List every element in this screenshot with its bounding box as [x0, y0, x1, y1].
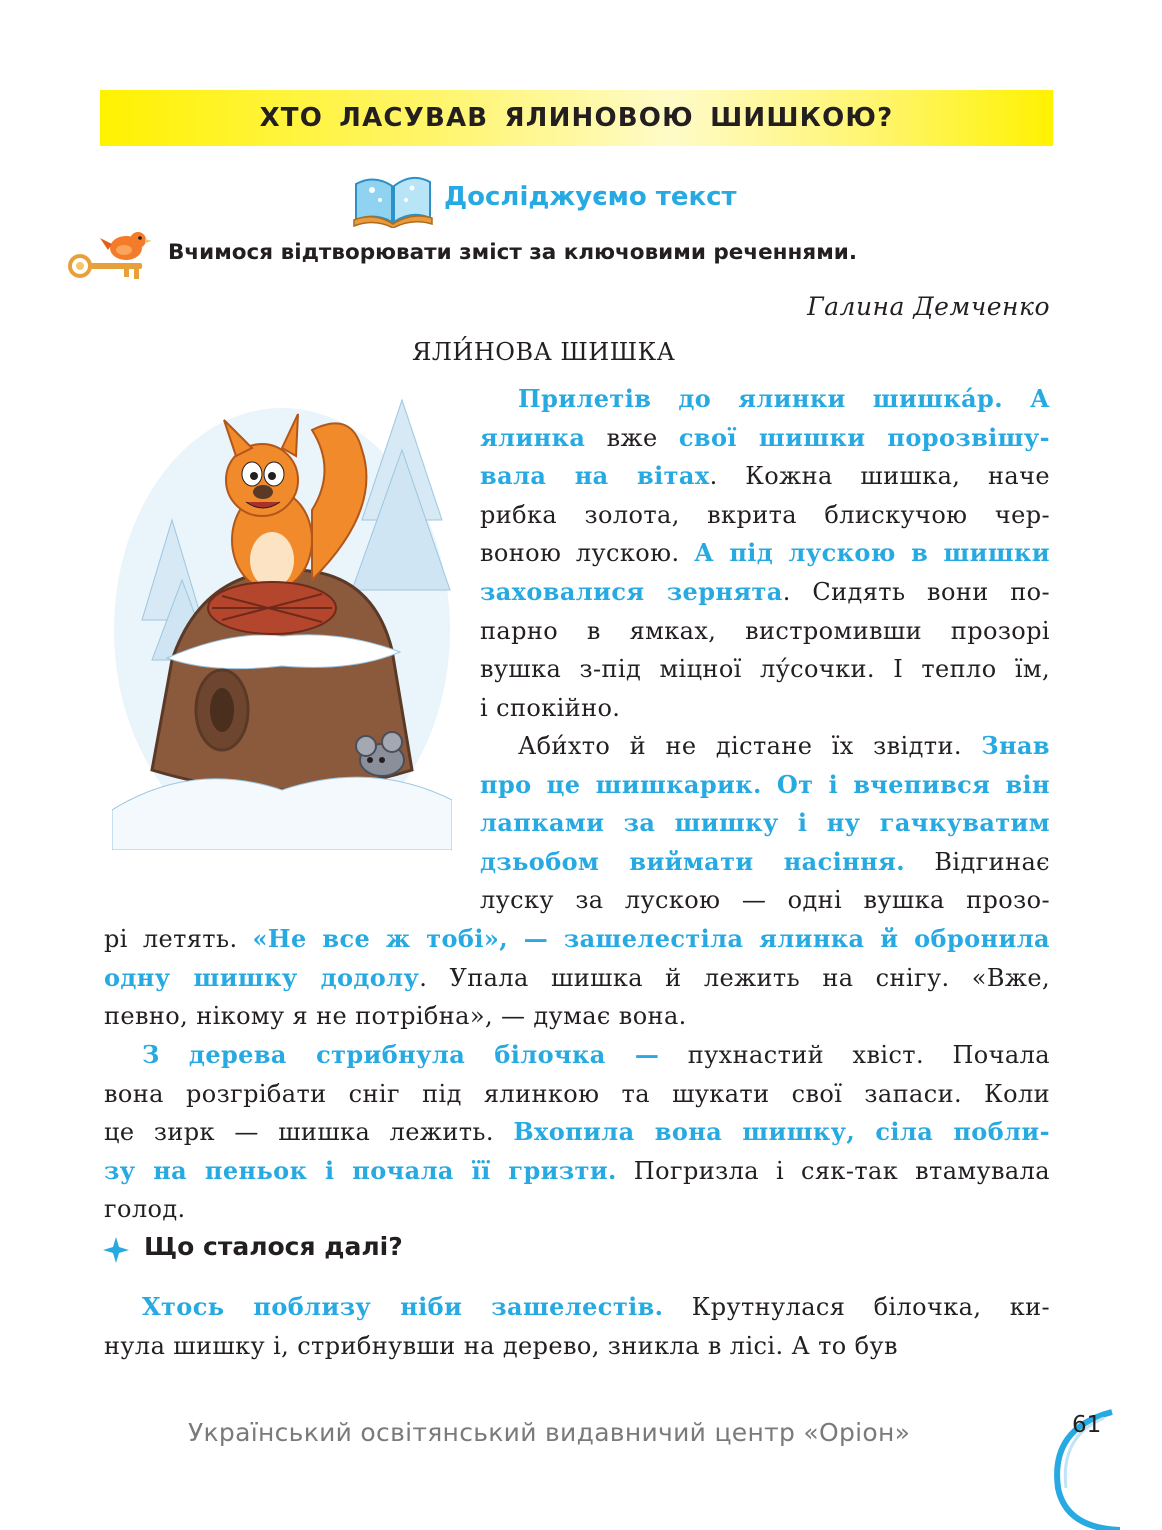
text-run: Погризла і сяк-так втамувала — [616, 1156, 1050, 1185]
text-line — [480, 612, 1050, 651]
key-sentence: Прилетів до ялинки шишка́р. А — [518, 384, 1050, 413]
text-run: певно, нікому я не потрібна», — думає вона. — [104, 1002, 687, 1031]
text-line — [104, 1113, 1050, 1152]
key-sentence: зу на пеньок і почала її гризти. — [104, 1155, 617, 1185]
discussion-question — [102, 1232, 702, 1272]
paragraph-1 — [480, 380, 1050, 727]
key-sentence: заховалися зернята — [480, 576, 783, 606]
text-run: це зирк — шишка лежить. — [104, 1118, 514, 1147]
text-line — [104, 1288, 1050, 1327]
publisher-footer: Український освітянський видавничий центр «Оріон» — [188, 1418, 911, 1447]
text-line — [104, 1190, 1050, 1229]
text-line — [104, 1327, 1050, 1366]
text-run: Відгинає — [904, 847, 1050, 876]
bird-on-key-icon — [64, 226, 160, 282]
text-run: . Сидять вони по- — [782, 577, 1050, 606]
text-line — [104, 997, 1050, 1036]
question-text: Що сталося далі? — [144, 1232, 403, 1261]
text-run: вушка з-під міцної лу́сочки. І тепло їм, — [480, 655, 1050, 684]
text-line — [480, 881, 1050, 920]
text-run: і спокійно. — [480, 693, 621, 722]
text-run: воною лускою. — [480, 539, 695, 568]
text-run: пухнастий хвіст. Почала — [659, 1041, 1050, 1069]
page-title-bar — [100, 90, 1053, 146]
text-line — [480, 380, 1050, 419]
text-run: рибка золота, вкрита блискучою чер- — [480, 500, 1050, 529]
text-run: нула шишку і, стрибнувши на дерево, зникла в лісі. А то був — [104, 1331, 898, 1360]
text-line — [104, 959, 1050, 998]
text-run: Аби́хто й не дістане їх звідти. — [518, 732, 982, 760]
goal-text: Вчимося відтворювати зміст за ключовими реченнями. — [168, 240, 857, 265]
key-sentence: Знав — [981, 731, 1050, 760]
page-number: 61 — [1072, 1412, 1102, 1438]
open-book-icon — [352, 170, 434, 228]
text-line — [104, 1036, 1050, 1075]
story-author: Галина Демченко — [807, 292, 1050, 321]
text-line — [480, 689, 1050, 728]
text-run: рі летять. — [104, 925, 253, 953]
text-line — [480, 727, 1050, 766]
text-run: . Упала шишка й лежить на снігу. «Вже, — [419, 963, 1050, 992]
text-run: вже — [585, 423, 679, 452]
paragraph-4 — [104, 1288, 1050, 1365]
text-run: Крутнулася білочка, ки- — [663, 1293, 1051, 1321]
lesson-goal — [64, 226, 1024, 282]
key-sentence: З дерева стрибнула білочка — — [142, 1040, 660, 1069]
text-line — [480, 766, 1050, 805]
key-sentence: дзьобом виймати насіння. — [480, 846, 905, 876]
text-line — [480, 496, 1050, 535]
text-run: луску за лускою — одні вушка прозо- — [480, 886, 1050, 915]
key-sentence: Хтось поблизу ніби зашелестів. — [142, 1292, 664, 1321]
key-sentence: Вхопила вона шишку, сіла побли- — [513, 1117, 1050, 1147]
text-line — [104, 1075, 1050, 1114]
squirrel-illustration — [112, 390, 452, 850]
key-sentence: лапками за шишку і ну гачкуватим — [480, 808, 1050, 838]
key-sentence: одну шишку додолу — [104, 962, 420, 992]
text-line — [104, 1152, 1050, 1191]
text-line — [480, 804, 1050, 843]
section-label: Досліджуємо текст — [444, 182, 737, 212]
text-line — [104, 920, 1050, 959]
key-sentence: А під лускою в шишки — [694, 538, 1050, 568]
text-line — [480, 650, 1050, 689]
key-sentence: ялинка — [480, 422, 586, 452]
key-sentence: «Не все ж тобі», — зашелестіла ялинка й обронила — [252, 924, 1050, 953]
paragraph-3 — [104, 1036, 1050, 1229]
text-run: вона розгрібати сніг під ялинкою та шукати свої запаси. Коли — [104, 1079, 1050, 1108]
text-run: голод. — [104, 1195, 186, 1224]
story-title: ЯЛИ́НОВА ШИШКА — [412, 338, 676, 366]
key-sentence: вала на вітах — [480, 461, 710, 491]
paragraph-2-wide — [104, 920, 1050, 1036]
text-run: парно в ямках, вистромивши прозорі — [480, 616, 1050, 645]
text-line — [480, 573, 1050, 612]
page-title: ХТО ЛАСУВАВ ЯЛИНОВОЮ ШИШКОЮ? — [259, 103, 894, 133]
text-line — [480, 843, 1050, 882]
text-line — [480, 457, 1050, 496]
key-sentence: про це шишкарик. От і вчепився він — [480, 769, 1050, 799]
key-sentence: свої шишки порозвішу- — [678, 422, 1050, 452]
text-line — [480, 419, 1050, 458]
text-run: . Кожна шишка, наче — [709, 462, 1050, 491]
paragraph-2-narrow — [480, 727, 1050, 920]
section-heading — [352, 170, 792, 230]
sparkle-star-icon — [102, 1236, 130, 1264]
text-line — [480, 534, 1050, 573]
